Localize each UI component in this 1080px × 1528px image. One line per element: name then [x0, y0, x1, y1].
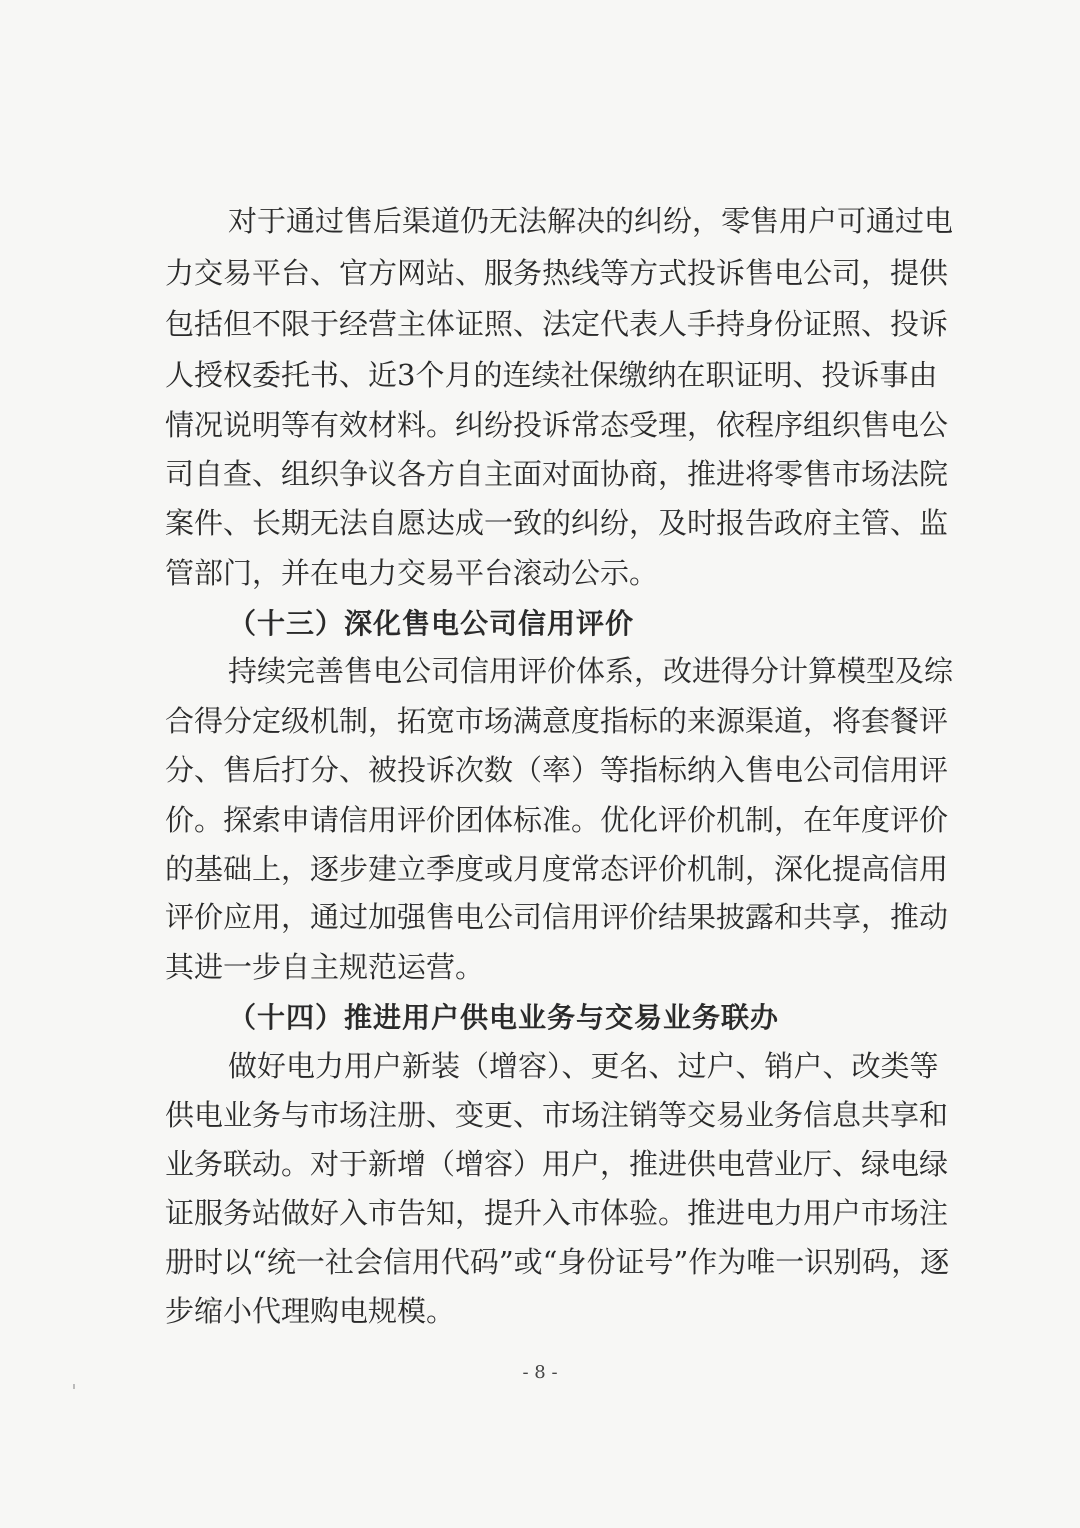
page-number: - 8 - — [522, 1362, 558, 1383]
paragraph-line: 价。探索申请信用评价团体标准。优化评价机制，在年度评价 — [165, 803, 949, 837]
section-heading-14: （十四）推进用户供电业务与交易业务联办 — [228, 1001, 780, 1034]
paragraph-line: 对于通过售后渠道仍无法解决的纠纷，零售用户可通过电 — [228, 204, 954, 238]
paragraph-line: 评价应用，通过加强售电公司信用评价结果披露和共享，推动 — [165, 900, 949, 934]
paragraph-line: 案件、长期无法自愿达成一致的纠纷，及时报告政府主管、监 — [165, 506, 949, 540]
paragraph-line: 供电业务与市场注册、变更、市场注销等交易业务信息共享和 — [165, 1098, 949, 1132]
paragraph-line: 步缩小代理购电规模。 — [165, 1294, 456, 1328]
paragraph-line: 情况说明等有效材料。纠纷投诉常态受理，依程序组织售电公 — [165, 408, 949, 442]
paragraph-line: 其进一步自主规范运营。 — [165, 950, 485, 984]
paragraph-line: 的基础上，逐步建立季度或月度常态评价机制，深化提高信用 — [165, 852, 949, 886]
paragraph-line: 证服务站做好入市告知，提升入市体验。推进电力用户市场注 — [165, 1196, 949, 1230]
paragraph-line: 做好电力用户新装（增容）、更名、过户、销户、改类等 — [228, 1049, 939, 1083]
paragraph-line: 司自查、组织争议各方自主面对面协商，推进将零售市场法院 — [165, 457, 949, 491]
paragraph-line: 力交易平台、官方网站、服务热线等方式投诉售电公司，提供 — [165, 256, 949, 290]
paragraph-line: 包括但不限于经营主体证照、法定代表人手持身份证照、投诉 — [165, 307, 949, 341]
paragraph-line: 持续完善售电公司信用评价体系，改进得分计算模型及综 — [228, 654, 954, 688]
paragraph-line: 册时以“统一社会信用代码”或“身份证号”作为唯一识别码，逐 — [165, 1245, 950, 1279]
scan-speck — [73, 1384, 75, 1389]
section-heading-13: （十三）深化售电公司信用评价 — [228, 607, 635, 640]
paragraph-line: 人授权委托书、近3个月的连续社保缴纳在职证明、投诉事由 — [165, 358, 938, 392]
paragraph-line: 管部门，并在电力交易平台滚动公示。 — [165, 556, 659, 590]
paragraph-line: 业务联动。对于新增（增容）用户，推进供电营业厅、绿电绿 — [165, 1147, 949, 1181]
paragraph-line: 合得分定级机制，拓宽市场满意度指标的来源渠道，将套餐评 — [165, 704, 949, 738]
paragraph-line: 分、售后打分、被投诉次数（率）等指标纳入售电公司信用评 — [165, 753, 949, 787]
